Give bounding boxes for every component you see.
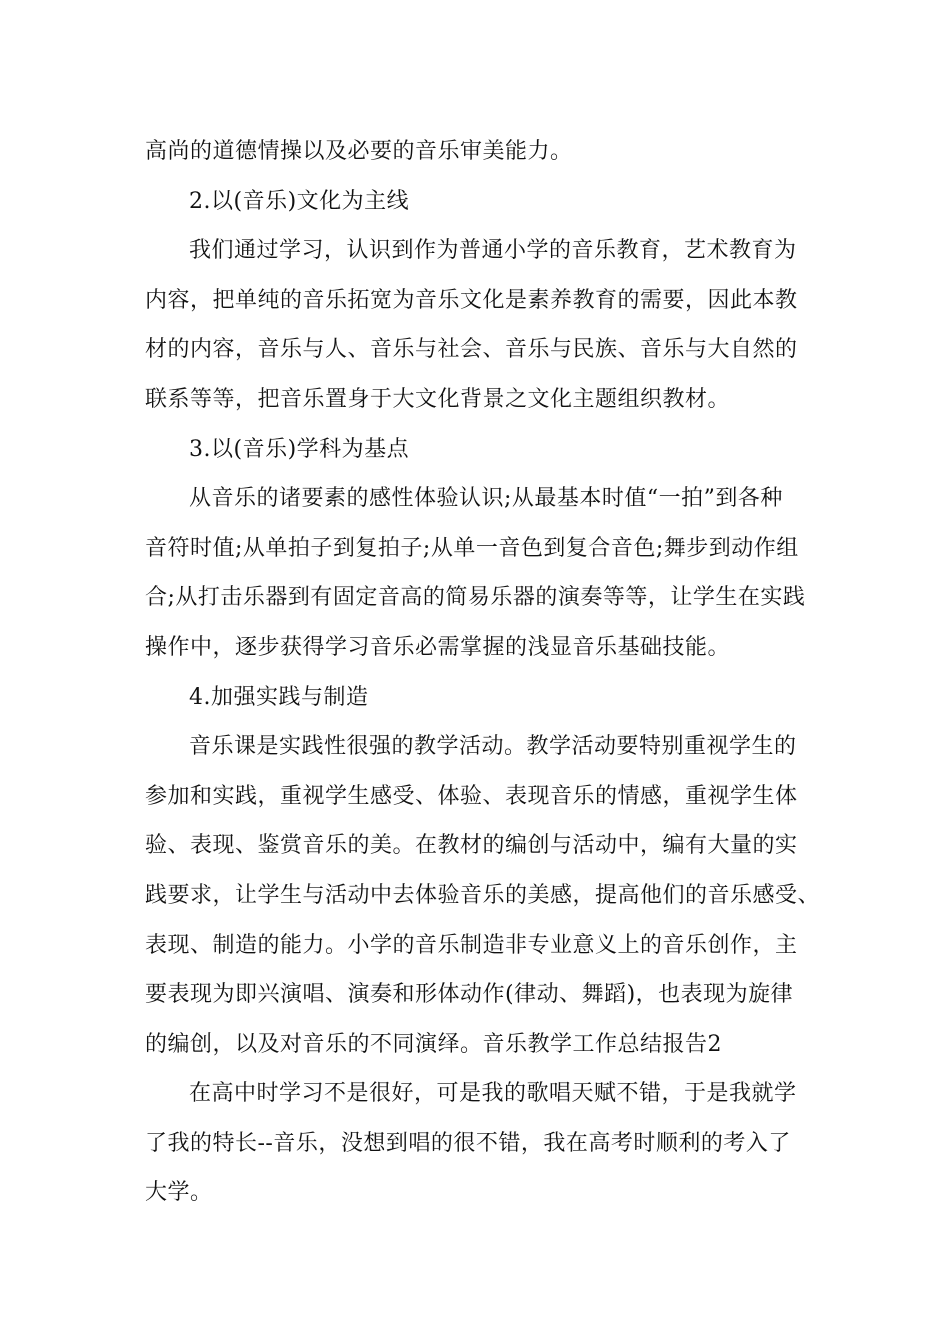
section-heading: 4.加强实践与制造 (189, 684, 369, 710)
section-heading: 2.以(音乐)文化为主线 (189, 188, 410, 214)
text-line: 大学。 (145, 1180, 213, 1206)
text-line: 高尚的道德情操以及必要的音乐审美能力。 (145, 139, 573, 164)
text-line: 联系等等，把音乐置身于大文化背景之文化主题组织教材。 (145, 386, 731, 412)
section-heading: 3.以(音乐)学科为基点 (189, 436, 410, 462)
text-line: 要表现为即兴演唱、演奏和形体动作(律动、舞蹈)，也表现为旋律 (145, 982, 794, 1008)
text-line: 合;从打击乐器到有固定音高的简易乐器的演奏等等，让学生在实践 (145, 585, 806, 611)
text-line: 表现、制造的能力。小学的音乐制造非专业意义上的音乐创作，主 (145, 932, 798, 958)
text-line: 材的内容，音乐与人、音乐与社会、音乐与民族、音乐与大自然的 (145, 337, 798, 363)
text-line: 我们通过学习，认识到作为普通小学的音乐教育，艺术教育为 (189, 238, 797, 264)
text-line: 操作中，逐步获得学习音乐必需掌握的浅显音乐基础技能。 (145, 634, 731, 660)
text-line: 音符时值;从单拍子到复拍子;从单一音色到复合音色;舞步到动作组 (145, 535, 799, 561)
text-line: 践要求，让学生与活动中去体验音乐的美感，提高他们的音乐感受、 (145, 882, 821, 908)
text-line: 了我的特长--音乐，没想到唱的很不错，我在高考时顺利的考入了 (145, 1130, 791, 1156)
text-line: 音乐课是实践性很强的教学活动。教学活动要特别重视学生的 (189, 734, 797, 760)
text-line: 内容，把单纯的音乐拓宽为音乐文化是素养教育的需要，因此本教 (145, 287, 798, 313)
text-line: 验、表现、鉴赏音乐的美。在教材的编创与活动中，编有大量的实 (145, 833, 798, 859)
document-body (145, 132, 821, 1223)
text-line: 在高中时学习不是很好，可是我的歌唱天赋不错，于是我就学 (189, 1081, 797, 1107)
text-line: 的编创，以及对音乐的不同演绎。音乐教学工作总结报告2 (145, 1031, 722, 1057)
text-line: 从音乐的诸要素的感性体验认识;从最基本时值“一拍”到各种 (189, 486, 783, 512)
text-line: 参加和实践，重视学生感受、体验、表现音乐的情感，重视学生体 (145, 783, 798, 809)
